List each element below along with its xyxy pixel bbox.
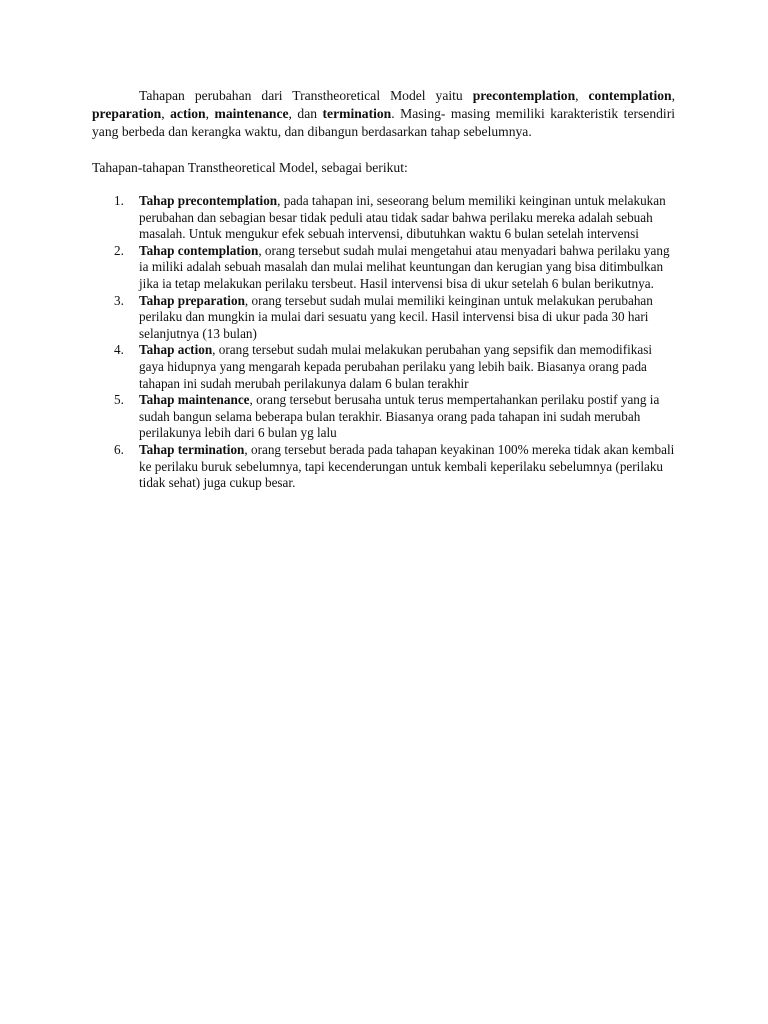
intro-text: Tahapan perubahan dari Transtheoretical Model yaitu — [139, 88, 473, 103]
stage-description: , orang tersebut sudah mulai memiliki keinginan untuk melakukan perubahan perilaku dan mungkin ia mulai dari sesuatu yang kecil. Hasil intervensi bisa di ukur pada 30 hari selanjutnya (13 bulan) — [139, 292, 653, 341]
intro-term-contemplation: contemplation — [588, 88, 672, 103]
document-page — [92, 87, 675, 492]
stage-title: Tahap termination — [139, 441, 245, 457]
list-item-precontemplation — [92, 193, 675, 243]
intro-text: , — [161, 106, 171, 121]
stage-description: , orang tersebut sudah mulai mengetahui atau menyadari bahwa perilaku yang ia miliki adalah sebuah masalah dan mulai melihat keuntungan dan kerugian yang bisa ditimbulkan jika ia tetap melakukan perilaku tersbeut. Hasil intervensi bisa di ukur setelah 6 bulan berikutnya. — [139, 242, 670, 291]
list-item-preparation — [92, 293, 675, 343]
stage-description: , orang tersebut berada pada tahapan keyakinan 100% mereka tidak akan kembali ke perilaku buruk sebelumnya, tapi kecenderungan untuk kembali keperilaku sebelumnya (perilaku tidak sehat) juga cukup besar. — [139, 441, 675, 491]
stage-title: Tahap action — [139, 342, 213, 358]
stage-description: , pada tahapan ini, seseorang belum memiliki keinginan untuk melakukan perubahan dan sebagian besar tidak peduli atau tidak sadar bahwa perilaku mereka adalah sebuah masalah. Untuk mengukur efek sebuah intervensi, dibutuhkan waktu 6 bulan setelah intervensi — [139, 193, 666, 242]
intro-text: , — [575, 88, 589, 103]
stage-title: Tahap precontemplation — [139, 193, 278, 208]
intro-text: , — [671, 88, 675, 103]
list-item-number: 3. — [114, 292, 124, 308]
stage-description: , orang tersebut sudah mulai melakukan perubahan yang sepsifik dan memodifikasi gaya hidupnya yang mengarah kepada perubahan perilaku yang lebih baik. Biasanya orang pada tahapan ini sudah merubah perilakunya dalam 6 bulan terakhir — [139, 342, 653, 391]
intro-term-action: action — [170, 106, 206, 121]
list-item-number: 6. — [114, 441, 124, 457]
intro-term-termination: termination — [322, 106, 392, 121]
list-item-action — [92, 342, 675, 392]
intro-term-preparation: preparation — [92, 106, 162, 121]
list-item-number: 1. — [114, 193, 124, 208]
list-item-number: 4. — [114, 342, 124, 358]
list-item-number: 5. — [114, 392, 124, 408]
intro-text: , — [205, 106, 215, 121]
list-item-number: 2. — [114, 242, 124, 258]
stage-title: Tahap contemplation — [139, 242, 259, 258]
list-item-maintenance — [92, 392, 675, 442]
list-item-termination — [92, 442, 675, 492]
stage-title: Tahap preparation — [139, 292, 245, 308]
list-item-contemplation — [92, 243, 675, 293]
intro-paragraph — [92, 87, 675, 141]
intro-term-maintenance: maintenance — [214, 106, 289, 121]
stage-list — [92, 193, 675, 492]
stage-description: , orang tersebut berusaha untuk terus mempertahankan perilaku postif yang ia sudah bangun selama beberapa bulan terakhir. Biasanya orang pada tahapan ini sudah merubah perilakunya lebih dari 6 bulan yg lalu — [139, 392, 660, 441]
list-lead-sentence: Tahapan-tahapan Transtheoretical Model, sebagai berikut: — [92, 160, 408, 175]
stage-title: Tahap maintenance — [139, 392, 250, 408]
intro-term-precontemplation: precontemplation — [472, 88, 576, 103]
intro-text: . Masing- masing memiliki karakteristik tersendiri yang berbeda dan kerangka waktu, dan dibangun berdasarkan tahap sebelumnya. — [92, 106, 676, 139]
intro-text: , dan — [288, 106, 323, 121]
